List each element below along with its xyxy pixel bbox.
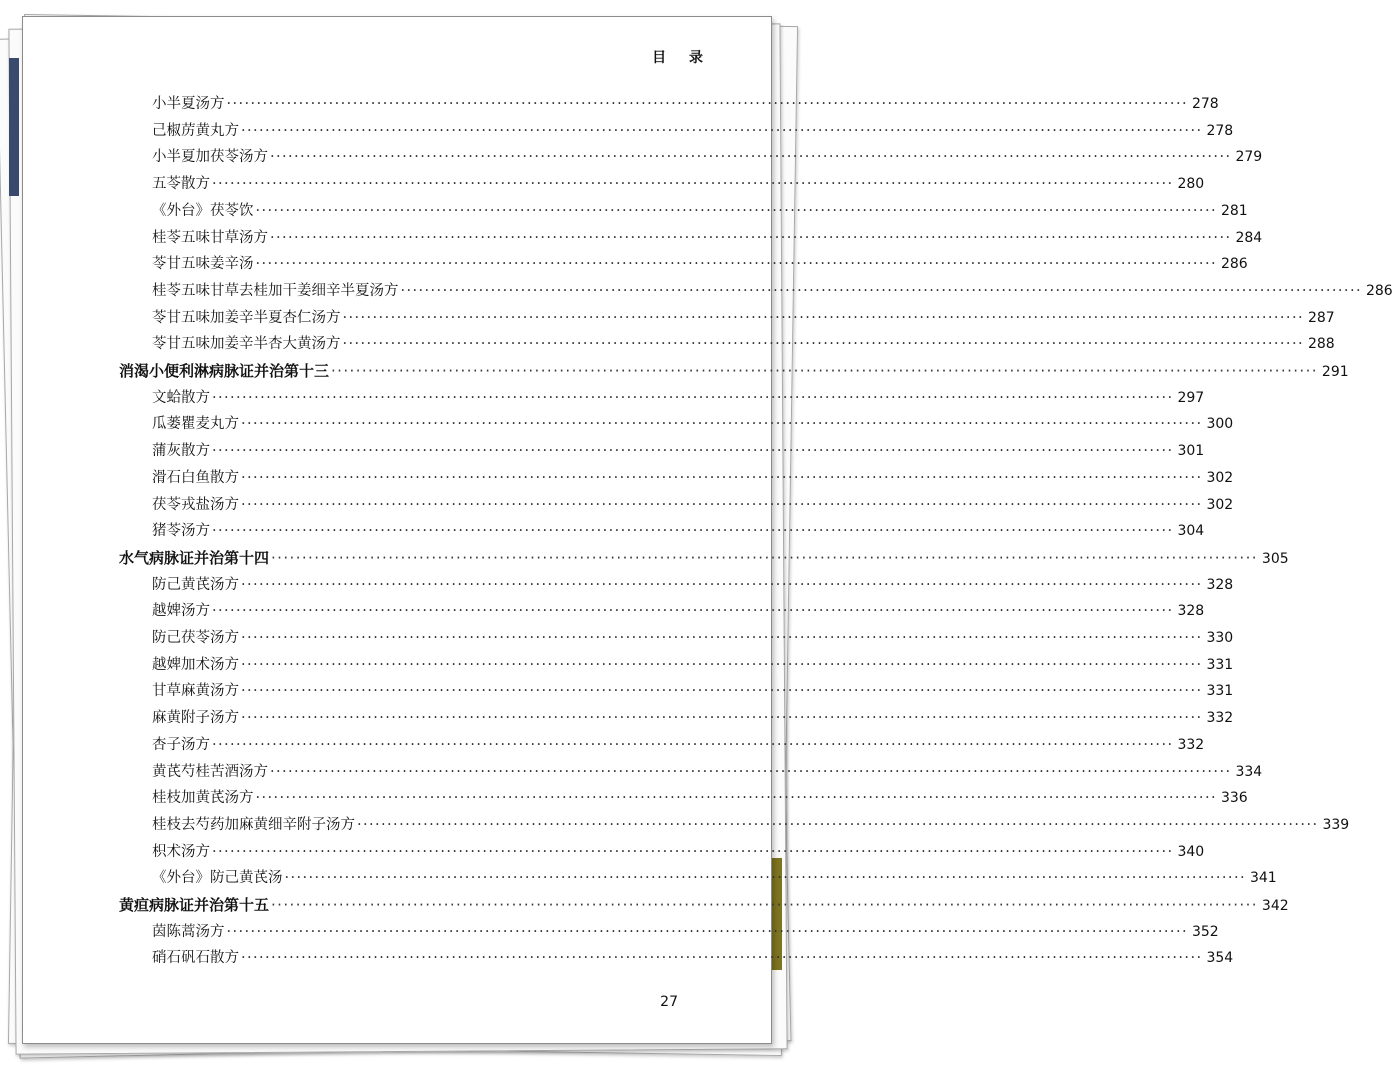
toc-chapter-entry xyxy=(119,545,1289,572)
toc-entry-page: 297 xyxy=(1177,389,1205,406)
toc-entry-page: 330 xyxy=(1206,630,1234,646)
toc-entry-page: 331 xyxy=(1206,683,1234,700)
toc-entry-page: 279 xyxy=(1235,149,1263,166)
toc-entry xyxy=(152,625,1234,652)
toc-entry-title: 苓甘五味姜辛汤 xyxy=(152,256,254,273)
toc-entry-page: 339 xyxy=(1322,816,1350,833)
toc-entry xyxy=(152,705,1234,732)
toc-entry xyxy=(152,865,1277,892)
dot-leader: ································································································································································ xyxy=(241,576,1203,593)
dot-leader: ································································································································································ xyxy=(241,469,1203,486)
toc-entry xyxy=(152,144,1263,171)
toc-entry-page: 332 xyxy=(1177,736,1205,753)
toc-entry-title: 蒲灰散方 xyxy=(152,443,210,460)
dot-leader: ································································································································································ xyxy=(271,896,1258,914)
toc-entry xyxy=(152,411,1234,438)
toc-entry-page: 328 xyxy=(1177,603,1205,620)
toc-entry-title: 水气病脉证并治第十四 xyxy=(119,548,270,567)
dot-leader: ································································································································································ xyxy=(212,443,1174,460)
toc-entry-page: 281 xyxy=(1220,202,1248,219)
toc-entry xyxy=(152,465,1234,492)
toc-entry xyxy=(152,331,1335,358)
dot-leader: ································································································································································ xyxy=(226,923,1188,940)
cover-stripe xyxy=(9,58,19,196)
toc-entry-title: 猪苓汤方 xyxy=(152,523,210,540)
toc-entry-page: 287 xyxy=(1307,309,1335,326)
toc-entry-title: 防己茯苓汤方 xyxy=(152,630,239,646)
dot-leader: ································································································································································ xyxy=(270,763,1232,780)
toc-entry-title: 瓜蒌瞿麦丸方 xyxy=(152,416,239,433)
toc-entry-page: 280 xyxy=(1177,176,1205,193)
toc-entry-page: 278 xyxy=(1206,122,1234,139)
toc-entry xyxy=(152,572,1234,599)
toc-chapter-entry xyxy=(119,892,1289,919)
dot-leader: ································································································································································ xyxy=(255,202,1217,219)
dot-leader: ································································································································································ xyxy=(241,950,1203,967)
dot-leader: ································································································································································ xyxy=(212,389,1174,406)
toc-entry-title: 黄芪芍桂苦酒汤方 xyxy=(152,763,268,780)
toc-entry xyxy=(152,598,1205,625)
dot-leader: ································································································································································ xyxy=(284,870,1246,887)
toc-entry xyxy=(152,945,1234,972)
toc-entry-page: 341 xyxy=(1249,870,1277,887)
toc-entry-title: 甘草麻黄汤方 xyxy=(152,683,239,700)
toc-entry-title: 枳术汤方 xyxy=(152,843,210,860)
toc-entry-page: 305 xyxy=(1261,550,1289,567)
toc-entry xyxy=(152,492,1234,519)
toc-entry xyxy=(152,438,1205,465)
toc-entry xyxy=(152,171,1205,198)
toc-entry xyxy=(152,278,1393,305)
toc-entry-title: 茯苓戎盐汤方 xyxy=(152,496,239,513)
toc-entry xyxy=(152,839,1205,866)
toc-entry-title: 防己黄芪汤方 xyxy=(152,576,239,593)
dot-leader: ································································································································································ xyxy=(241,122,1203,139)
dot-leader: ································································································································································ xyxy=(226,96,1188,112)
toc-entry-title: 己椒苈黄丸方 xyxy=(152,122,239,139)
toc-entry xyxy=(152,652,1234,679)
toc-entry-page: 332 xyxy=(1206,710,1234,727)
dot-leader: ································································································································································ xyxy=(212,843,1174,860)
toc-entry-page: 328 xyxy=(1206,576,1234,593)
toc-entry-title: 小半夏加茯苓汤方 xyxy=(152,149,268,166)
toc-entry-title: 越婢汤方 xyxy=(152,603,210,620)
page-number: 27 xyxy=(660,994,678,1010)
dot-leader: ································································································································································ xyxy=(255,790,1217,807)
toc-entry-title: 滑石白鱼散方 xyxy=(152,469,239,486)
dot-leader: ································································································································································ xyxy=(270,229,1232,246)
toc-entry-title: 杏子汤方 xyxy=(152,736,210,753)
toc-entry-title: 桂苓五味甘草汤方 xyxy=(152,229,268,246)
toc-entry-title: 小半夏汤方 xyxy=(152,96,225,112)
toc-entry xyxy=(152,198,1248,225)
toc-entry-title: 越婢加术汤方 xyxy=(152,656,239,673)
toc-entry-title: 苓甘五味加姜辛半杏大黄汤方 xyxy=(152,336,341,353)
toc-entry-page: 302 xyxy=(1206,469,1234,486)
dot-leader: ································································································································································ xyxy=(342,309,1304,326)
dot-leader: ································································································································································ xyxy=(212,736,1174,753)
dot-leader: ································································································································································ xyxy=(270,149,1232,166)
toc-entry-title: 硝石矾石散方 xyxy=(152,950,239,967)
dot-leader: ································································································································································ xyxy=(255,256,1217,273)
toc-entry-page: 286 xyxy=(1365,282,1393,299)
toc-entry-page: 354 xyxy=(1206,950,1234,967)
toc-entry xyxy=(152,225,1263,252)
toc-entry-title: 桂枝去芍药加麻黄细辛附子汤方 xyxy=(152,816,355,833)
toc-entry-title: 《外台》防己黄芪汤 xyxy=(152,870,283,887)
toc-entry xyxy=(152,785,1248,812)
toc-entry-page: 352 xyxy=(1191,923,1219,940)
toc-entry-page: 288 xyxy=(1307,336,1335,353)
toc-entry-page: 342 xyxy=(1261,898,1289,914)
toc-entry-title: 消渴小便利淋病脉证并治第十三 xyxy=(119,362,330,380)
toc-entry-page: 334 xyxy=(1235,763,1263,780)
toc-entry-page: 302 xyxy=(1206,496,1234,513)
toc-entry-title: 苓甘五味加姜辛半夏杏仁汤方 xyxy=(152,309,341,326)
toc-entry-title: 桂苓五味甘草去桂加干姜细辛半夏汤方 xyxy=(152,282,399,299)
toc-entry-title: 文蛤散方 xyxy=(152,389,210,406)
dot-leader: ································································································································································ xyxy=(400,282,1362,299)
dot-leader: ································································································································································ xyxy=(241,656,1203,673)
toc-entry-title: 麻黄附子汤方 xyxy=(152,710,239,727)
dot-leader: ································································································································································ xyxy=(212,176,1174,193)
toc-chapter-entry xyxy=(119,358,1349,385)
toc-entry-title: 五苓散方 xyxy=(152,176,210,193)
toc-entry xyxy=(152,385,1205,412)
toc-entry xyxy=(152,919,1219,946)
running-header: 目 录 xyxy=(652,50,712,66)
toc-entry-title: 黄疸病脉证并治第十五 xyxy=(119,896,270,914)
toc-entry-page: 331 xyxy=(1206,656,1234,673)
toc-entry-page: 291 xyxy=(1321,364,1349,380)
dot-leader: ································································································································································ xyxy=(212,523,1174,540)
toc-entry-page: 304 xyxy=(1177,523,1205,540)
toc-entry-title: 茵陈蒿汤方 xyxy=(152,923,225,940)
dot-leader: ································································································································································ xyxy=(241,630,1203,646)
toc-entry-page: 284 xyxy=(1235,229,1263,246)
toc-entry xyxy=(152,305,1335,332)
toc-entry-page: 300 xyxy=(1206,416,1234,433)
dot-leader: ································································································································································ xyxy=(241,710,1203,727)
dot-leader: ································································································································································ xyxy=(241,416,1203,433)
toc-entry xyxy=(152,812,1350,839)
toc-entry-title: 《外台》茯苓饮 xyxy=(152,202,254,219)
toc-entry-page: 336 xyxy=(1220,790,1248,807)
toc-entry xyxy=(152,518,1205,545)
dot-leader: ································································································································································ xyxy=(241,496,1203,513)
toc-entry xyxy=(152,91,1219,118)
toc-entry xyxy=(152,678,1234,705)
dot-leader: ································································································································································ xyxy=(271,548,1258,567)
dot-leader: ································································································································································ xyxy=(212,603,1174,620)
toc-entry-page: 340 xyxy=(1177,843,1205,860)
dot-leader: ································································································································································ xyxy=(331,362,1318,380)
dot-leader: ································································································································································ xyxy=(241,683,1203,700)
toc-entry xyxy=(152,118,1234,145)
toc-entry-title: 桂枝加黄芪汤方 xyxy=(152,790,254,807)
toc-entry-page: 286 xyxy=(1220,256,1248,273)
toc-entry xyxy=(152,251,1248,278)
toc-entry xyxy=(152,759,1263,786)
dot-leader: ································································································································································ xyxy=(342,336,1304,353)
toc-entry-page: 278 xyxy=(1191,96,1219,112)
toc-entry xyxy=(152,732,1205,759)
toc-entry-page: 301 xyxy=(1177,443,1205,460)
dot-leader: ································································································································································ xyxy=(357,816,1319,833)
